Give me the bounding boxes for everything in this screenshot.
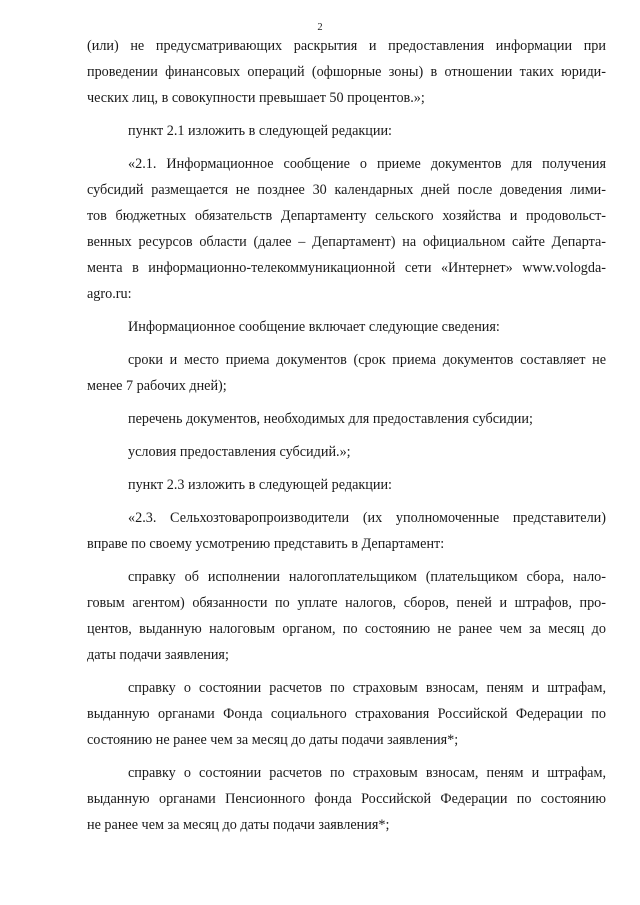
- text-line: центов, выданную налоговым органом, по состоянию не ранее чем за месяц до: [87, 621, 606, 637]
- text-line: ческих лиц, в совокупности превышает 50 процентов.»;: [87, 90, 425, 106]
- text-line: agro.ru:: [87, 286, 132, 302]
- text-line: пункт 2.1 изложить в следующей редакции:: [128, 123, 392, 139]
- document-body: [87, 33, 606, 845]
- text-line: справку об исполнении налогоплательщиком (плательщиком сбора, нало-: [128, 569, 606, 585]
- text-line: выданную органами Фонда социального страхования Российской Федерации по: [87, 706, 606, 722]
- paragraph: [87, 439, 606, 465]
- text-line: венных ресурсов области (далее – Департамент) на официальном сайте Департа-: [87, 234, 606, 250]
- text-line: условия предоставления субсидий.»;: [128, 444, 351, 460]
- text-line: справку о состоянии расчетов по страховым взносам, пеням и штрафам,: [128, 680, 606, 696]
- paragraph: [87, 314, 606, 340]
- page-number: 2: [317, 22, 323, 33]
- text-line: менее 7 рабочих дней);: [87, 378, 227, 394]
- text-line: тов бюджетных обязательств Департаменту сельского хозяйства и продовольст-: [87, 208, 606, 224]
- text-line: «2.3. Сельхозтоваропроизводители (их уполномоченные представители): [128, 510, 606, 526]
- text-line: даты подачи заявления;: [87, 647, 229, 663]
- text-line: субсидий размещается не позднее 30 календарных дней после доведения лими-: [87, 182, 606, 198]
- paragraph: [87, 347, 606, 399]
- text-line: перечень документов, необходимых для предоставления субсидии;: [128, 411, 533, 427]
- text-line: выданную органами Пенсионного фонда Российской Федерации по состоянию: [87, 791, 606, 807]
- text-line: не ранее чем за месяц до даты подачи заявления*;: [87, 817, 390, 833]
- paragraph: [87, 33, 606, 111]
- text-line: сроки и место приема документов (срок приема документов составляет не: [128, 352, 606, 368]
- paragraph: [87, 675, 606, 753]
- text-line: «2.1. Информационное сообщение о приеме документов для получения: [128, 156, 606, 172]
- text-line: вправе по своему усмотрению представить в Департамент:: [87, 536, 445, 552]
- paragraph: [87, 118, 606, 144]
- text-line: (или) не предусматривающих раскрытия и предоставления информации при: [87, 38, 606, 54]
- paragraph: [87, 505, 606, 557]
- paragraph: [87, 564, 606, 668]
- text-line: мента в информационно-телекоммуникационной сети «Интернет» www.vologda-: [87, 260, 606, 276]
- paragraph: [87, 151, 606, 307]
- paragraph: [87, 760, 606, 838]
- paragraph: [87, 472, 606, 498]
- text-line: проведении финансовых операций (офшорные зоны) в отношении таких юриди-: [87, 64, 606, 80]
- text-line: справку о состоянии расчетов по страховым взносам, пеням и штрафам,: [128, 765, 606, 781]
- text-line: пункт 2.3 изложить в следующей редакции:: [128, 477, 392, 493]
- text-line: говым агентом) обязанности по уплате налогов, сборов, пеней и штрафов, про-: [87, 595, 606, 611]
- paragraph: [87, 406, 606, 432]
- text-line: Информационное сообщение включает следующие сведения:: [128, 319, 500, 335]
- text-line: состоянию не ранее чем за месяц до даты подачи заявления*;: [87, 732, 459, 748]
